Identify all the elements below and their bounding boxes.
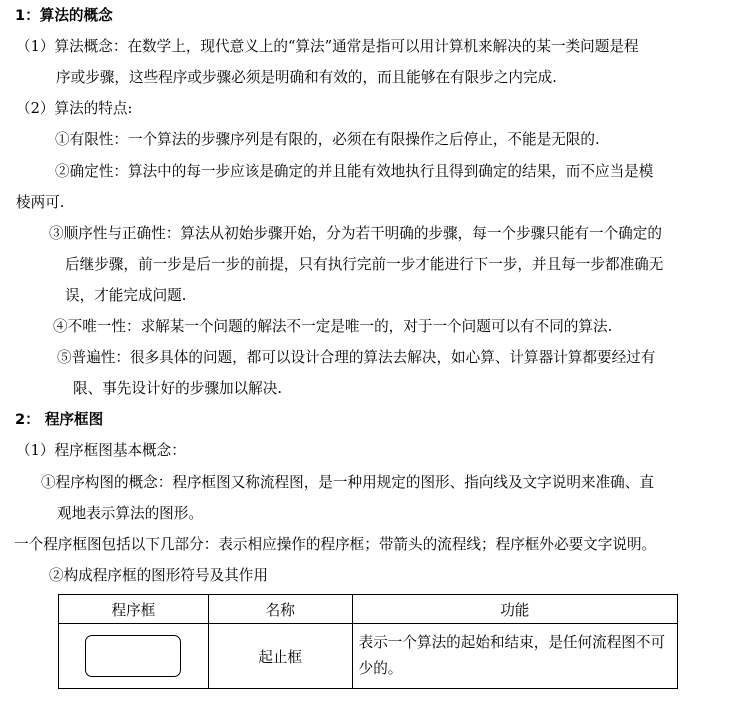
symbol-name-cell: 起止框 <box>208 624 352 689</box>
text-line: 棱两可. <box>16 194 65 211</box>
text-line: 误，才能完成问题. <box>65 287 187 304</box>
text-line: ②确定性：算法中的每一步应该是确定的并且能有效地执行且得到确定的结果，而不应当是模 <box>55 163 654 180</box>
terminal-rounded-rect-icon <box>85 635 181 677</box>
text-line: 一个程序框图包括以下几部分：表示相应操作的程序框；带箭头的流程线；程序框外必要文字说明。 <box>14 536 657 553</box>
text-line: （1）算法概念：在数学上，现代意义上的“算法”通常是指可以用计算机来解决的某一类问题是程 <box>16 38 639 55</box>
text-line: ⑤普遍性：很多具体的问题，都可以设计合理的算法去解决，如心算、计算器计算都要经过有 <box>57 349 656 366</box>
table-header-cell: 程序框 <box>59 595 209 624</box>
text-line: ②构成程序框的图形符号及其作用 <box>49 567 268 584</box>
text-line: （1）程序框图基本概念： <box>16 442 186 459</box>
table-header-cell: 名称 <box>208 595 352 624</box>
text-line: ①程序构图的概念：程序框图又称流程图，是一种用规定的图形、指向线及文字说明来准确、直 <box>41 474 654 491</box>
text-line: 序或步骤，这些程序或步骤必须是明确和有效的，而且能够在有限步之内完成. <box>56 69 557 86</box>
text-line: ①有限性：一个算法的步骤序列是有限的，必须在有限操作之后停止，不能是无限的. <box>55 131 600 148</box>
flowchart-symbol-table <box>58 594 678 689</box>
text-line: 后继步骤，前一步是后一步的前提，只有执行完前一步才能进行下一步，并且每一步都准确无 <box>65 256 664 273</box>
text-line: ③顺序性与正确性：算法从初始步骤开始，分为若干明确的步骤，每一个步骤只能有一个确定的 <box>49 225 662 242</box>
terminal-symbol-cell <box>59 624 209 689</box>
table-header-cell: 功能 <box>352 595 677 624</box>
table-header-row <box>59 595 678 624</box>
text-line: 限、事先设计好的步骤加以解决. <box>73 380 282 397</box>
text-line: 观地表示算法的图形。 <box>57 505 203 522</box>
heading-algorithm-concept: 1：算法的概念 <box>15 7 113 24</box>
heading-flowchart: 2： 程序框图 <box>15 411 104 428</box>
table-row <box>59 624 678 689</box>
symbol-function-cell: 表示一个算法的起始和结束，是任何流程图不可少的。 <box>352 624 677 689</box>
text-line: （2）算法的特点: <box>16 100 133 117</box>
text-line: ④不唯一性：求解某一个问题的解法不一定是唯一的，对于一个问题可以有不同的算法. <box>53 318 613 335</box>
